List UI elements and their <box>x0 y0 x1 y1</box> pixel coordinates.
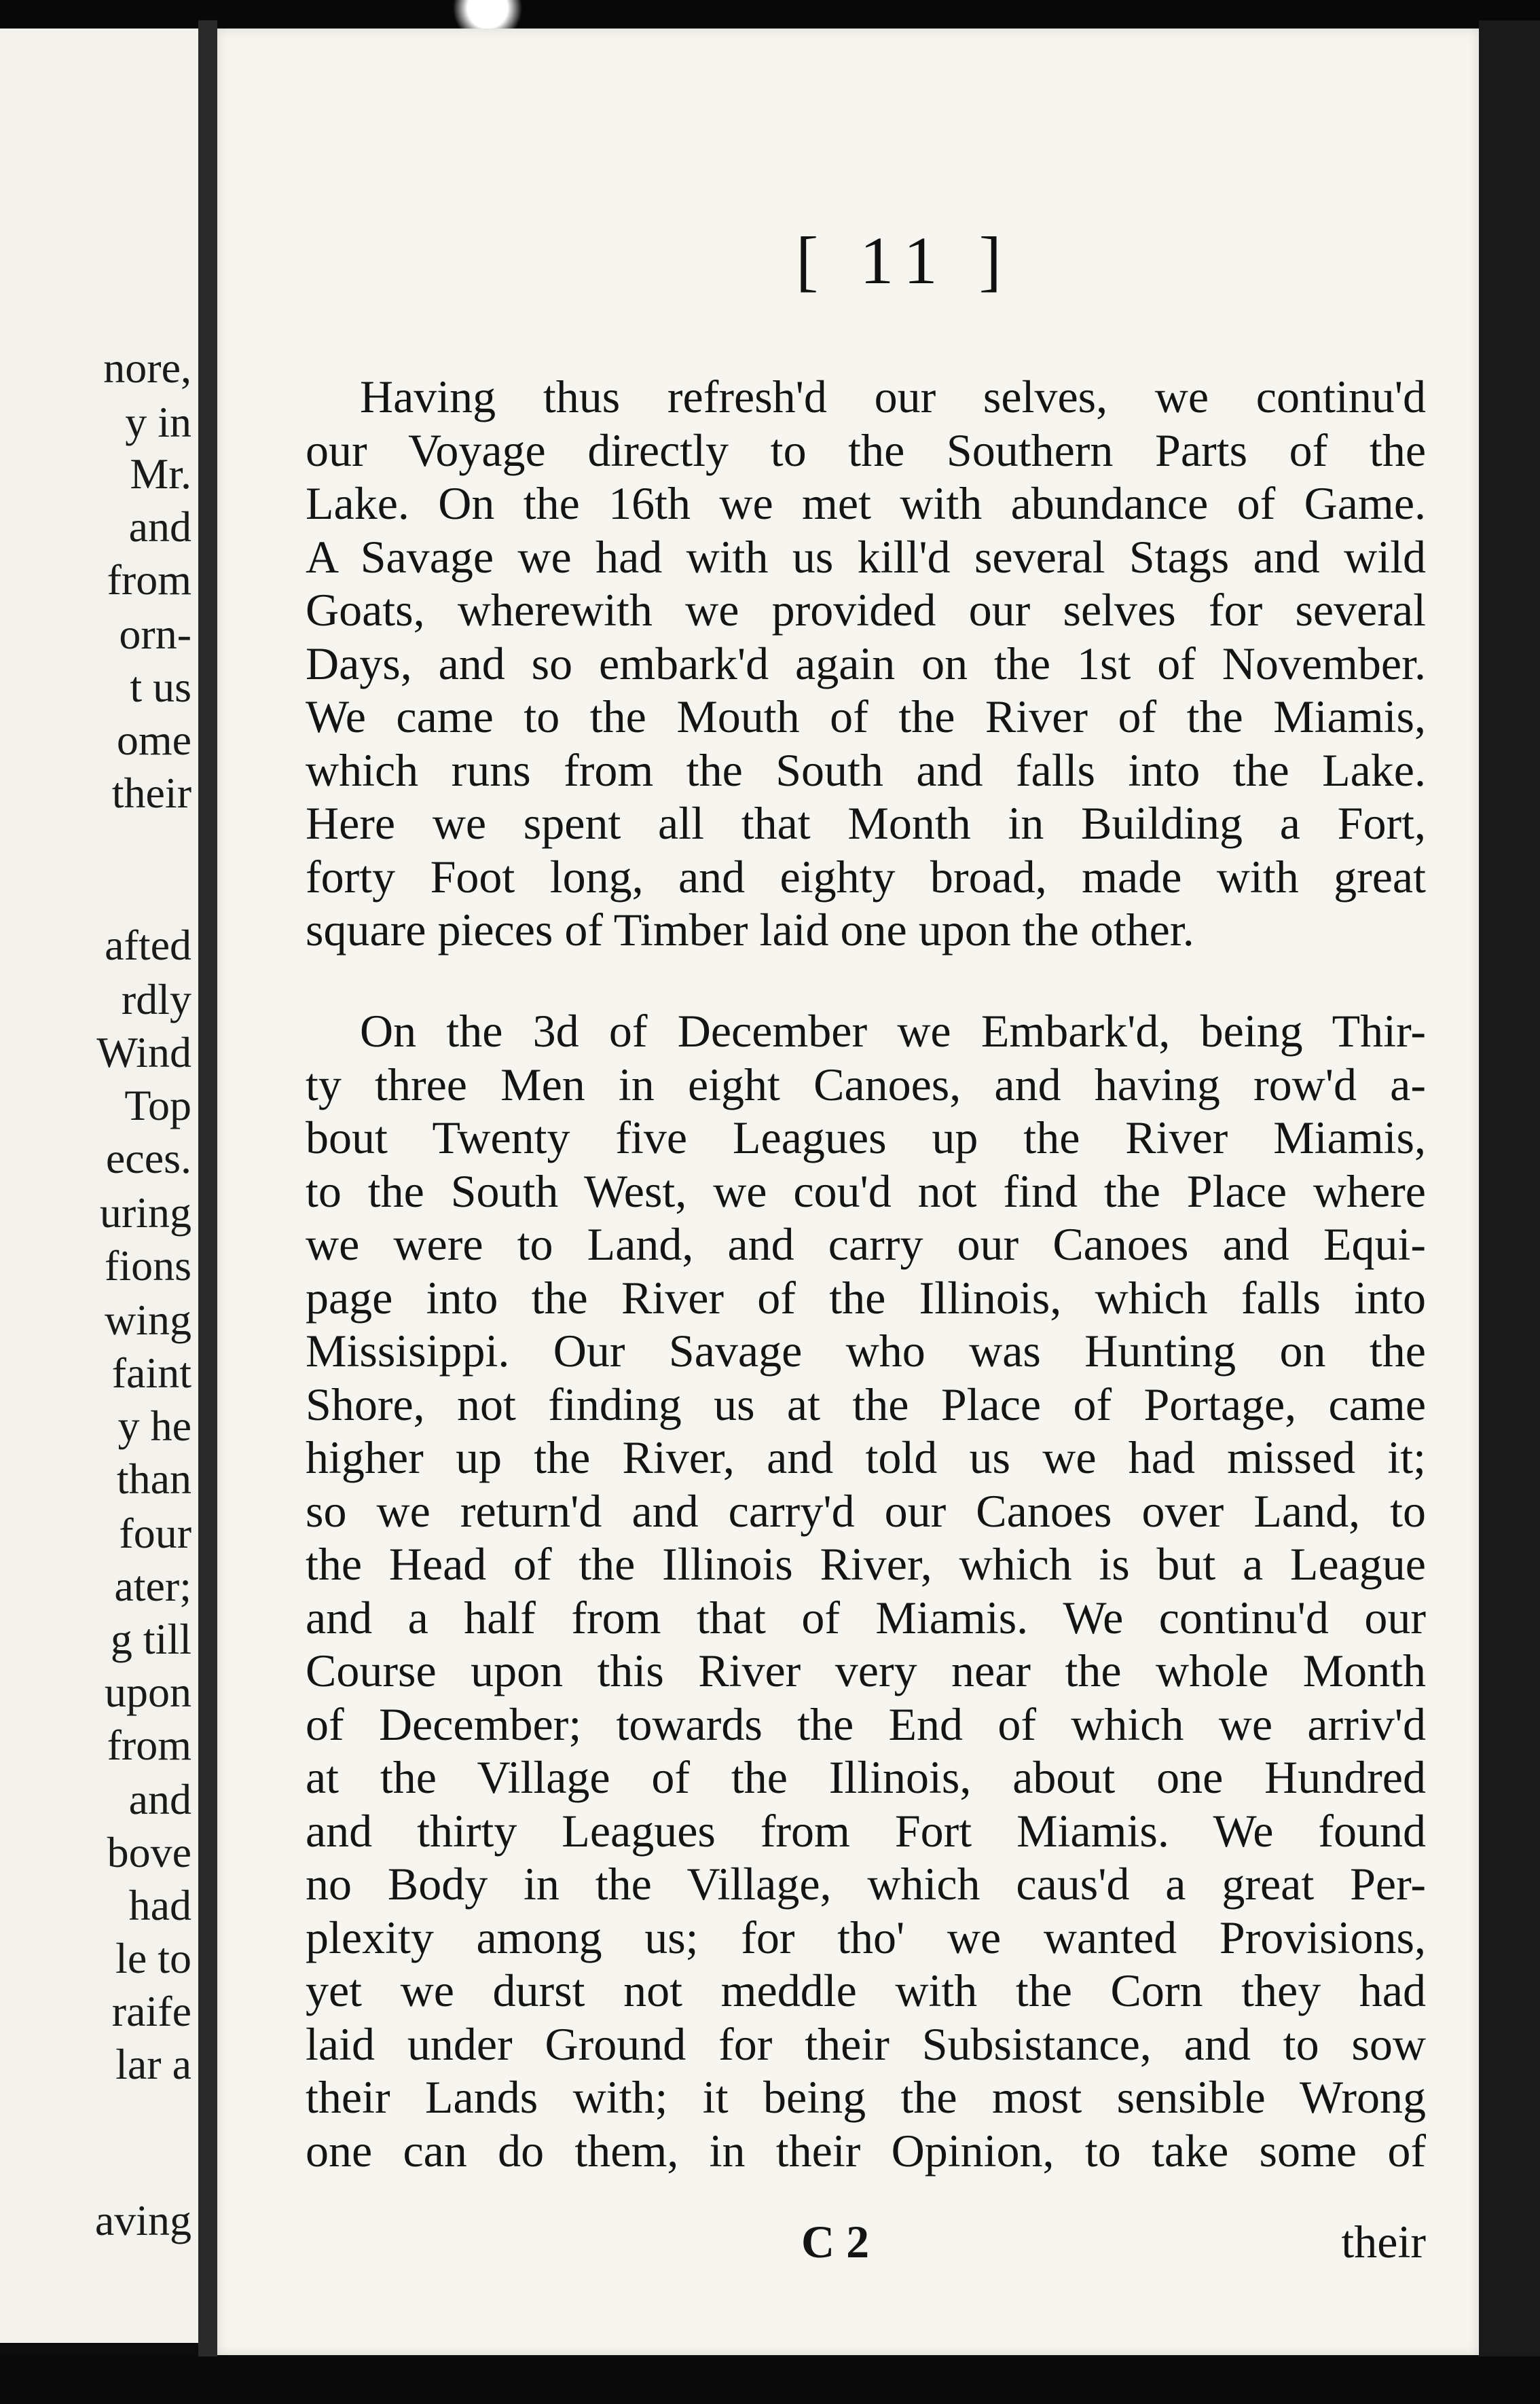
text-line: laid under Ground for their Subsistance, and to sow <box>306 2021 1426 2070</box>
text-line: their Lands with; it being the most sensible Wrong <box>306 2074 1426 2123</box>
text-line: Goats, wherewith we provided our selves for several <box>306 587 1426 636</box>
left-page-line-fragment: Mr. <box>130 450 191 498</box>
text-line: Lake. On the 16th we met with abundance of Game. <box>306 480 1426 529</box>
text-line: the Head of the Illinois River, which is but a League <box>306 1541 1426 1590</box>
left-page-line-fragment: four <box>119 1509 191 1557</box>
signature-mark: C 2 <box>801 2216 870 2268</box>
left-page-line-fragment: ater; <box>114 1562 191 1610</box>
text-line: Shore, not finding us at the Place of Portage, came <box>306 1381 1426 1430</box>
scan-top-edge <box>0 0 1540 27</box>
text-line: plexity among us; for tho' we wanted Provisions, <box>306 1914 1426 1963</box>
left-page-line-fragment: afted <box>105 921 191 969</box>
left-page-line-fragment: from <box>107 1721 191 1769</box>
left-page-line-fragment: their <box>111 769 191 817</box>
text-line: bout Twenty five Leagues up the River Miamis, <box>306 1114 1426 1163</box>
left-page-line-fragment: lar a <box>115 2040 191 2088</box>
catchword: their <box>1341 2216 1426 2268</box>
scan-right-edge <box>1479 20 1540 2384</box>
text-line: which runs from the South and falls into the Lake. <box>306 747 1426 796</box>
text-line: our Voyage directly to the Southern Parts of the <box>306 427 1426 476</box>
text-line: of December; towards the End of which we arriv'd <box>306 1701 1426 1750</box>
left-page-line-fragment: faint <box>111 1349 191 1397</box>
text-line: one can do them, in their Opinion, to take some of <box>306 2128 1426 2177</box>
text-line: We came to the Mouth of the River of the Miamis, <box>306 693 1426 742</box>
left-page-line-fragment: g till <box>110 1615 191 1663</box>
left-page-line-fragment: ome <box>116 716 191 764</box>
text-line: to the South West, we cou'd not find the Place where <box>306 1168 1426 1217</box>
left-page-line-fragment: le to <box>115 1934 191 1982</box>
left-page-line-fragment: bove <box>107 1828 191 1876</box>
left-page-fragment <box>0 29 198 2343</box>
text-line: ty three Men in eight Canoes, and having row'd a- <box>306 1061 1426 1110</box>
text-line: higher up the River, and told us we had missed it; <box>306 1434 1426 1483</box>
text-line: and thirty Leagues from Fort Miamis. We found <box>306 1808 1426 1857</box>
left-page-line-fragment: y in <box>125 398 191 446</box>
text-line: On the 3d of December we Embark'd, being Thir- <box>360 1008 1426 1057</box>
left-page-line-fragment: fions <box>105 1241 191 1290</box>
left-page-line-fragment: than <box>116 1455 191 1503</box>
text-line: square pieces of Timber laid one upon the other. <box>306 907 1194 955</box>
left-page-line-fragment: orn- <box>119 610 191 658</box>
text-line: at the Village of the Illinois, about one Hundred <box>306 1754 1426 1803</box>
text-line: Course upon this River very near the whole Month <box>306 1647 1426 1696</box>
text-line: no Body in the Village, which caus'd a great Per- <box>306 1861 1426 1910</box>
left-page-line-fragment: raife <box>111 1987 191 2035</box>
left-page-line-fragment: rdly <box>121 975 191 1023</box>
left-page-line-fragment: and <box>128 503 191 551</box>
text-line: A Savage we had with us kill'd several Stags and wild <box>306 534 1426 583</box>
text-line: Here we spent all that Month in Building a Fort, <box>306 800 1426 849</box>
left-page-line-fragment: y he <box>117 1402 191 1450</box>
text-line: Having thus refresh'd our selves, we continu'd <box>360 374 1426 422</box>
text-line: Days, and so embark'd again on the 1st of November. <box>306 640 1426 689</box>
text-line: page into the River of the Illinois, which falls into <box>306 1275 1426 1324</box>
left-page-line-fragment: aving <box>94 2196 191 2244</box>
left-page-line-fragment: uring <box>99 1188 191 1237</box>
page-footer <box>306 2215 1426 2270</box>
left-page-line-fragment: and <box>128 1775 191 1823</box>
text-line: so we return'd and carry'd our Canoes over Land, to <box>306 1488 1426 1537</box>
left-page-line-fragment: t us <box>130 663 191 711</box>
text-line: forty Foot long, and eighty broad, made with great <box>306 854 1426 903</box>
left-page-line-fragment: eces. <box>105 1134 191 1182</box>
page-number: [ 11 ] <box>796 223 1014 298</box>
left-page-line-fragment: wing <box>105 1296 191 1344</box>
scan-bottom-edge <box>0 2356 1540 2404</box>
left-page-line-fragment: had <box>128 1881 191 1929</box>
text-line: Missisippi. Our Savage who was Hunting on the <box>306 1328 1426 1377</box>
text-line: and a half from that of Miamis. We continu'd our <box>306 1595 1426 1643</box>
book-gutter <box>198 20 217 2356</box>
text-line: yet we durst not meddle with the Corn they had <box>306 1967 1426 2016</box>
text-line: we were to Land, and carry our Canoes and Equi- <box>306 1221 1426 1270</box>
left-page-line-fragment: from <box>107 556 191 604</box>
left-page-line-fragment: Wind <box>96 1028 191 1076</box>
left-page-line-fragment: Top <box>124 1081 191 1129</box>
left-page-line-fragment: upon <box>105 1668 191 1716</box>
left-page-line-fragment: nore, <box>103 344 191 392</box>
